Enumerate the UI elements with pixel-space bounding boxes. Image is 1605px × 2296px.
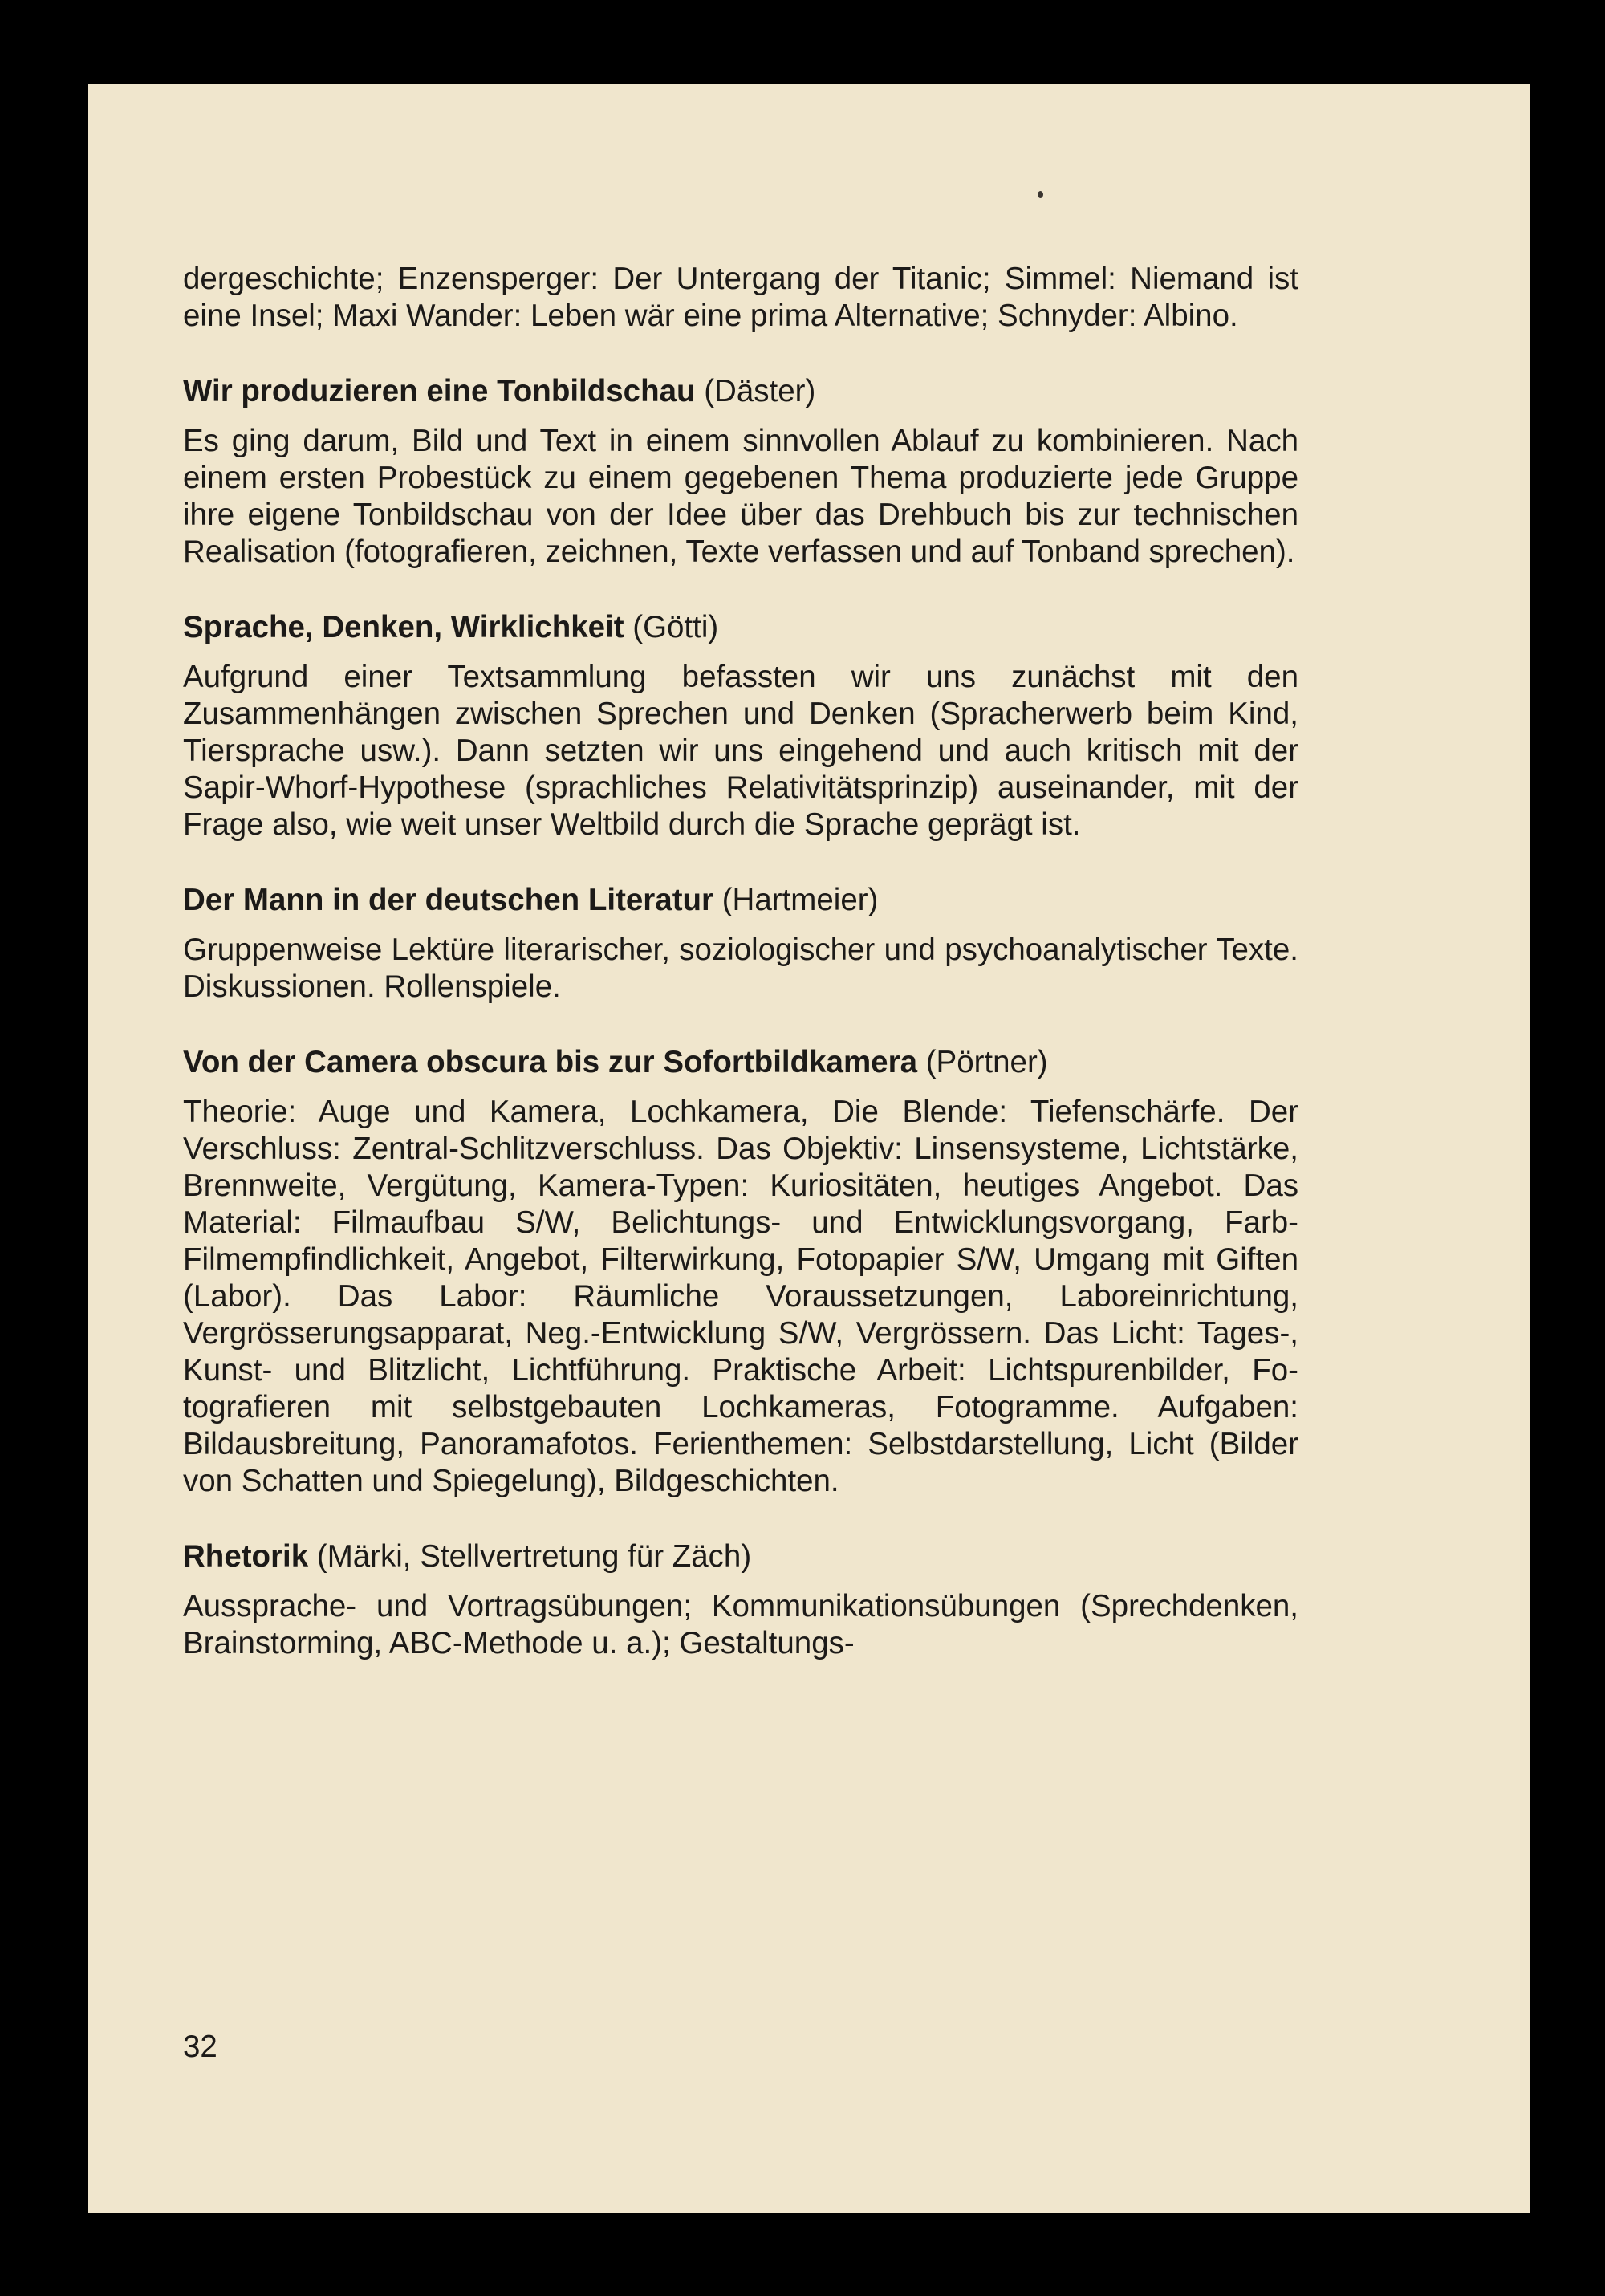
section-heading bbox=[183, 373, 1298, 410]
section-author: (Götti) bbox=[632, 610, 719, 644]
section-author: (Pörtner) bbox=[925, 1045, 1048, 1079]
section-title: Wir produzieren eine Tonbildschau bbox=[183, 374, 696, 408]
document-page bbox=[88, 84, 1530, 2213]
section-title: Sprache, Denken, Wirklichkeit bbox=[183, 610, 624, 644]
section-author: (Hartmeier) bbox=[721, 883, 879, 917]
section-body: Gruppenweise Lektüre literarischer, soziologischer und psychoanalytischer Texte. Diskussionen. Rollenspiele. bbox=[183, 933, 1298, 1004]
section-body: Theorie: Auge und Kamera, Lochkamera, Die Blende: Tiefenschärfe. Der Verschluss: Zentral-Schlitzverschluss. Das Objektiv: Linsensysteme, Lichtstärke, Brennweite, Vergütung, Kamera-Typen: Kuriositäten, heutiges Angebot. Das Material: Filmaufbau S/W, Belichtungs- und Entwicklungsvorgang, Farb-Filmempfindlichkeit, Angebot, Filterwirkung, Fotopapier S/W, Umgang mit Giften (Labor). Das Labor: Räumliche Voraussetzungen, Laboreinrichtung, Vergrösserungsapparat, Neg.-Entwicklung S/W, Vergrössern. Das Licht: Tages-, Kunst- und Blitzlicht, Lichtführung. Praktische Arbeit: Lichtspurenbilder, Fotografieren mit selbstgebauten Lochkameras, Fotogramme. Aufgaben: Bildausbreitung, Panoramafotos. Ferienthemen: Selbstdarstellung, Licht (Bilder von Schatten und Spiegelung), Bildgeschichten. bbox=[183, 1095, 1298, 1498]
section-author: (Däster) bbox=[704, 374, 816, 408]
section-camera-obscura bbox=[183, 1044, 1298, 1500]
section-heading bbox=[183, 1538, 1298, 1575]
section-body: Es ging darum, Bild und Text in einem sinnvollen Ablauf zu kombinieren. Nach einem ersten Probestück zu einem gegebenen Thema produzierte jede Gruppe ihre eigene Tonbildschau von der Idee über das Drehbuch bis zur technischen Realisation (fotografieren, zeichnen, Texte verfassen und auf Tonband sprechen). bbox=[183, 424, 1298, 569]
section-tonbildschau bbox=[183, 373, 1298, 571]
section-heading bbox=[183, 882, 1298, 919]
section-title: Von der Camera obscura bis zur Sofortbildkamera bbox=[183, 1045, 917, 1079]
section-heading bbox=[183, 1044, 1298, 1081]
ink-speck bbox=[1038, 191, 1043, 198]
section-body: Aussprache- und Vortragsübungen; Kommunikationsübungen (Sprechdenken, Brainstorming, ABC-Methode u. a.); Gestaltungs- bbox=[183, 1589, 1298, 1660]
section-rhetorik bbox=[183, 1538, 1298, 1662]
section-sprache-denken bbox=[183, 609, 1298, 843]
section-heading bbox=[183, 609, 1298, 646]
intro-paragraph: dergeschichte; Enzensperger: Der Untergang der Titanic; Simmel: Niemand ist eine Insel; Maxi Wander: Leben wär eine prima Alternative; Schnyder: Albino. bbox=[183, 262, 1298, 333]
section-title: Der Mann in der deutschen Literatur bbox=[183, 883, 714, 917]
section-body: Aufgrund einer Textsammlung befassten wir uns zunächst mit den Zusammenhängen zwischen Sprechen und Denken (Spracherwerb beim Kind, Tiersprache usw.). Dann setzten wir uns eingehend und auch kritisch mit der Sapir-Whorf-Hypothese (sprachliches Relativitätsprinzip) auseinander, mit der Frage also, wie weit unser Weltbild durch die Sprache geprägt ist. bbox=[183, 660, 1298, 842]
section-title: Rhetorik bbox=[183, 1539, 309, 1574]
page-content bbox=[183, 261, 1298, 1662]
section-mann-literatur bbox=[183, 882, 1298, 1006]
section-author: (Märki, Stellvertretung für Zäch) bbox=[316, 1539, 752, 1574]
page-number: 32 bbox=[183, 2030, 217, 2064]
